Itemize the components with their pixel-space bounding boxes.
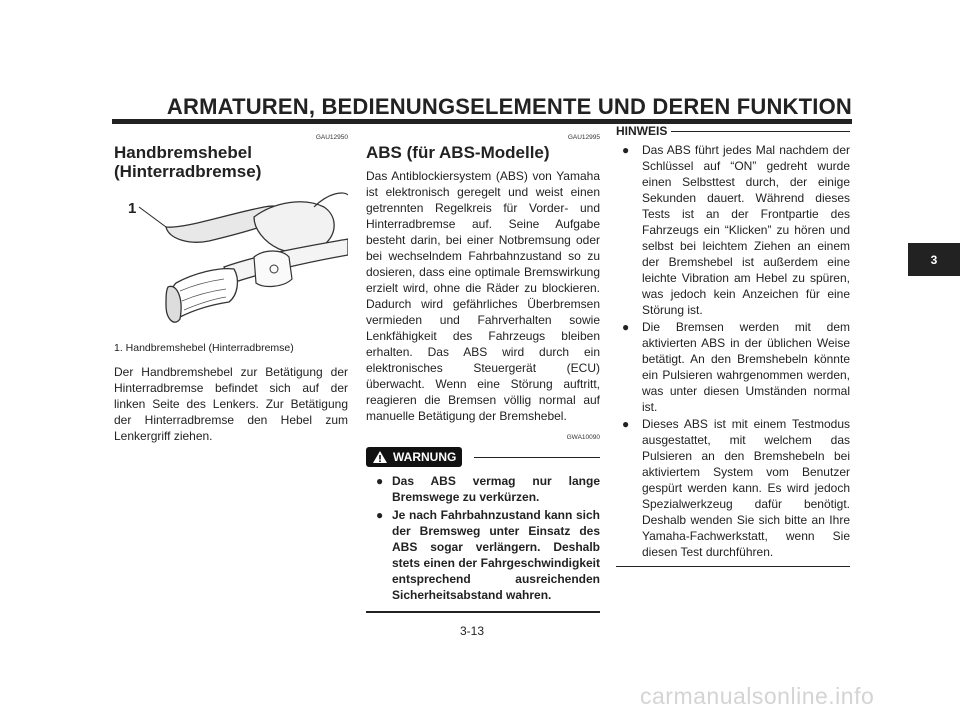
- bullet-icon: ●: [376, 474, 384, 488]
- page-number: 3-13: [460, 624, 485, 638]
- warning-bottom-rule: [366, 611, 600, 613]
- column-right: [616, 124, 850, 567]
- warning-header: [366, 447, 600, 467]
- bullet-icon: ●: [622, 417, 630, 431]
- page-header-title: ARMATUREN, BEDIENUNGSELEMENTE UND DEREN FUNKTION: [166, 94, 852, 119]
- bullet-icon: ●: [622, 320, 630, 334]
- warning-code: GWA10090: [566, 434, 600, 441]
- section-code: GAU12950: [315, 134, 348, 141]
- list-item: ● Je nach Fahrbahnzustand kann sich der Bremsweg unter Einsatz des ABS sogar verlängern. Deshalb stets einen der Fahrgeschwindigkeit entsprechend ausreichenden Sicherheitsabstand wahren.: [376, 508, 600, 602]
- figure-callout: 1: [128, 200, 137, 217]
- note-header: [616, 124, 850, 138]
- column-middle: [366, 128, 600, 613]
- note-rule: [671, 131, 850, 132]
- chapter-tab: 3: [908, 243, 960, 276]
- note-list: [616, 142, 850, 560]
- figure-caption: 1. Handbremshebel (Hinterradbremse): [114, 342, 294, 354]
- section-heading: Handbremshebel (Hinterradbremse): [114, 143, 262, 181]
- callout-leader: [139, 207, 166, 227]
- column-left: [114, 128, 348, 444]
- watermark: carmanualsonline.info: [640, 683, 875, 709]
- bullet-icon: ●: [622, 143, 630, 157]
- list-item: ● Das ABS vermag nur lange Bremswege zu verkürzen.: [376, 474, 600, 504]
- list-item: ● Dieses ABS ist mit einem Testmodus ausgestattet, mit welchem das Pulsieren an den Bremshebeln bei aktiviertem System vom Benutzer gespürt werden kann. Es wird jedoch Spezialwerkzeug dafür benötigt. Deshalb wenden Sie sich bitte an Ihre Yamaha-Fachwerkstatt, wenn Sie diesen Test durchführen.: [622, 417, 850, 559]
- section-body: Der Handbremshebel zur Betätigung der Hinterradbremse befindet sich auf der linken Seite des Lenkers. Zur Betätigung der Hinterradbremse den Hebel zum Lenkergriff ziehen.: [114, 365, 348, 443]
- section-heading: ABS (für ABS-Modelle): [366, 143, 550, 162]
- list-item: ● Die Bremsen werden mit dem aktivierten ABS in der üblichen Weise betätigt. An den Bremshebeln könnte ein Pulsieren wahrgenommen werden, was unter diesen Umständen normal ist.: [622, 320, 850, 414]
- bullet-icon: ●: [376, 508, 384, 522]
- switch-box: [254, 251, 292, 286]
- warning-list: [366, 473, 600, 603]
- section-code: GAU12995: [567, 134, 600, 141]
- warning-rule: [474, 457, 600, 458]
- warning-triangle-icon: [372, 450, 388, 464]
- note-label: HINWEIS: [616, 124, 668, 138]
- brake-lever-illustration: [114, 187, 348, 332]
- note-bottom-rule: [616, 566, 850, 567]
- list-item: ● Das ABS führt jedes Mal nachdem der Schlüssel auf “ON” gedreht wurde einen Selbsttest durch, der einige Sekunden dauert. Während dieses Tests ist an der Frontpartie des Fahrzeugs ein “Klicken” zu hören und selbst bei leichtem Ziehen an einem der Bremshebel ist außerdem eine leichte Vibration am Hebel zu spüren, was jedoch kein Anzeichen für eine Störung ist.: [622, 143, 850, 317]
- warning-badge: [366, 447, 462, 467]
- section-body: Das Antiblockiersystem (ABS) von Yamaha ist elektronisch geregelt und weist einen getrennten Regelkreis für Vorder- und Hinterradbremse auf. Seine Aufgabe besteht darin, bei einer Notbremsung oder bei wechselndem Fahrbahnzustand so zu dosieren, dass eine optimale Bremswirkung erzielt wird, ohne die Räder zu blockieren. Dadurch wird gefährliches Überbremsen vermieden und Fahrverhalten sowie Lenkfähigkeit des Fahrzeugs bleiben erhalten. Das ABS wird durch ein elektronisches Steuergerät (ECU) überwacht. Wenn eine Störung auftritt, reagieren die Bremsen völlig normal auf manuelle Betätigung der Bremshebel.: [366, 169, 600, 423]
- warning-label: WARNUNG: [393, 450, 457, 464]
